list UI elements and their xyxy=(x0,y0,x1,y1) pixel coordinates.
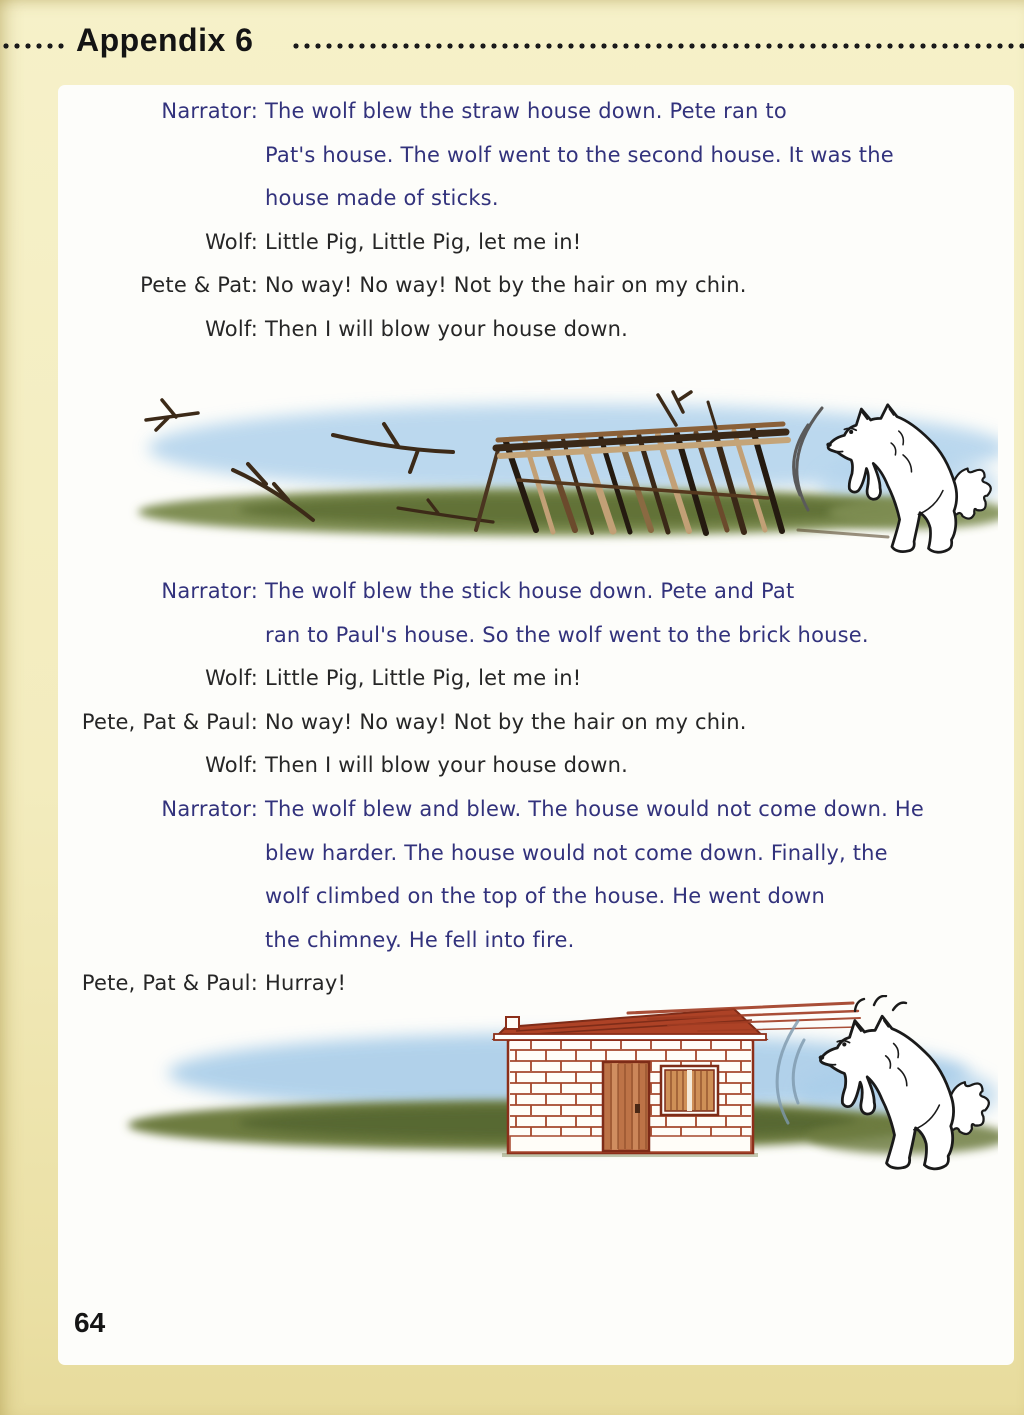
sweat-drops xyxy=(855,996,906,1011)
dialogue-line xyxy=(58,664,1014,708)
dialogue-text: No way! No way! Not by the hair on my chin. xyxy=(265,273,747,298)
chimney xyxy=(506,1017,519,1029)
dialogue-line xyxy=(58,621,1014,665)
wolf-drawing xyxy=(826,405,990,552)
dialogue-text: Little Pig, Little Pig, let me in! xyxy=(265,666,582,691)
page-title: Appendix 6 xyxy=(76,22,254,58)
dialogue-line xyxy=(58,228,1014,272)
door-knob xyxy=(635,1104,640,1113)
speaker-label: Wolf: xyxy=(205,753,258,778)
dialogue-text: Then I will blow your house down. xyxy=(265,753,628,778)
speaker-label: Narrator: xyxy=(161,99,258,123)
window xyxy=(661,1066,718,1115)
speaker-label: Wolf: xyxy=(205,666,258,691)
dialogue-line xyxy=(58,795,1014,839)
dialogue-text: the chimney. He fell into fire. xyxy=(265,927,575,952)
dialogue-text: blew harder. The house would not come down. Finally, the xyxy=(265,840,888,865)
content-panel xyxy=(58,85,1014,1365)
ground-twig xyxy=(798,530,888,537)
dialogue-text: Pat's house. The wolf went to the second house. It was the xyxy=(265,142,894,167)
dialogue-line xyxy=(58,141,1014,185)
speaker-label: Pete, Pat & Paul: xyxy=(81,971,258,996)
dialogue-line xyxy=(58,751,1014,795)
dialogue-line xyxy=(58,577,1014,621)
dialogue-line xyxy=(58,708,1014,752)
dialogue-line xyxy=(58,926,1014,970)
dialogue-line xyxy=(58,839,1014,883)
dialogue-text: The wolf blew the stick house down. Pete and Pat xyxy=(265,579,795,603)
dialogue-line xyxy=(58,271,1014,315)
speaker-label: Pete, Pat & Paul: xyxy=(81,709,258,734)
dialogue-text: The wolf blew and blew. The house would not come down. He xyxy=(265,796,925,821)
speaker-label: Wolf: xyxy=(205,229,258,254)
dialogue-text: Then I will blow your house down. xyxy=(265,316,628,341)
dialogue-text: wolf climbed on the top of the house. He went down xyxy=(265,884,826,909)
dialogue-line xyxy=(58,315,1014,359)
dialogue-text: No way! No way! Not by the hair on my chin. xyxy=(265,709,747,734)
dialogue-line xyxy=(58,882,1014,926)
brick-house-illustration xyxy=(98,995,998,1195)
speaker-label: Narrator: xyxy=(161,579,258,603)
dialogue-block-2 xyxy=(58,577,1014,1013)
roof xyxy=(494,1003,860,1040)
stick-house-illustration xyxy=(98,380,998,575)
header-dots-left xyxy=(2,42,66,50)
dialogue-text: Hurray! xyxy=(265,971,347,996)
dialogue-line xyxy=(58,184,1014,228)
speaker-label: Wolf: xyxy=(205,316,258,341)
dialogue-text: ran to Paul's house. So the wolf went to the brick house. xyxy=(265,622,869,647)
dialogue-block-1 xyxy=(58,97,1014,359)
door xyxy=(603,1062,649,1151)
dialogue-text: Little Pig, Little Pig, let me in! xyxy=(265,229,582,254)
dialogue-text: The wolf blew the straw house down. Pete ran to xyxy=(265,99,787,123)
header-dots-right xyxy=(292,42,1024,50)
dialogue-line xyxy=(58,97,1014,141)
speaker-label: Pete & Pat: xyxy=(140,273,258,298)
speaker-label: Narrator: xyxy=(161,796,258,821)
page-number: 64 xyxy=(74,1307,106,1338)
dialogue-text: house made of sticks. xyxy=(265,186,499,211)
